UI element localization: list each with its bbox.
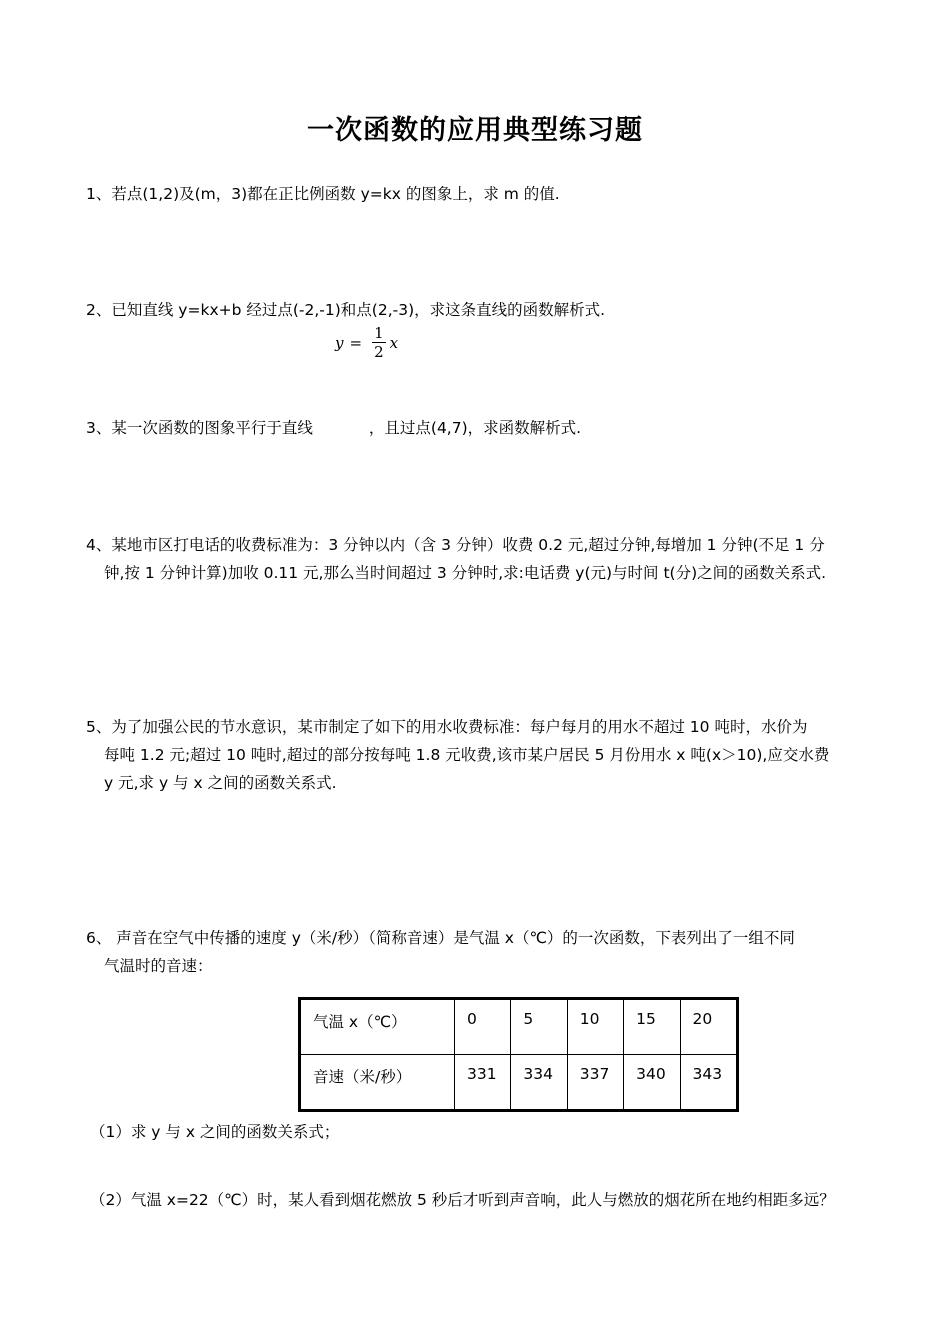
sub-question-1: （1）求 y 与 x 之间的函数关系式； — [90, 1123, 340, 1141]
table-cell: 331 — [455, 1055, 511, 1111]
question-3 — [86, 414, 876, 442]
question-text: 已知直线 y=kx+b 经过点(-2,-1)和点(2,-3)，求这条直线的函数解析式. — [111, 301, 606, 319]
question-number: 4、 — [86, 536, 112, 554]
question-line: 声音在空气中传播的速度 y（米/秒）（简称音速）是气温 x（℃）的一次函数，下表列出了一组不同 — [111, 929, 795, 947]
table-cell: 15 — [624, 999, 680, 1055]
table-cell: 343 — [680, 1055, 738, 1111]
question-text: 若点(1,2)及(m，3)都在正比例函数 y=kx 的图象上，求 m 的值. — [111, 185, 560, 203]
table-cell: 5 — [511, 999, 567, 1055]
question-number: 6、 — [86, 929, 112, 947]
fraction-denominator: 2 — [374, 343, 384, 361]
question-2 — [86, 296, 876, 324]
question-number: 3、 — [86, 419, 112, 437]
question-text-after: ，且过点(4,7)，求函数解析式. — [368, 419, 582, 437]
question-line: 某地市区打电话的收费标准为：3 分钟以内（含 3 分钟）收费 0.2 元,超过分钟,每增加 1 分钟(不足 1 分 — [111, 536, 825, 554]
question-1 — [86, 180, 876, 208]
table-row-temperature — [300, 999, 738, 1055]
question-line: 气温时的音速： — [104, 957, 213, 975]
formula-equals: = — [349, 333, 363, 352]
table-cell: 10 — [567, 999, 623, 1055]
table-cell: 337 — [567, 1055, 623, 1111]
table-cell: 334 — [511, 1055, 567, 1111]
table-cell-label: 气温 x（℃） — [300, 999, 455, 1055]
table-row-speed — [300, 1055, 738, 1111]
table-cell: 0 — [455, 999, 511, 1055]
question-number: 2、 — [86, 301, 112, 319]
table-cell: 340 — [624, 1055, 680, 1111]
formula-rhs: x — [389, 333, 399, 352]
question-line: 为了加强公民的节水意识，某市制定了如下的用水收费标准：每户每月的用水不超过 10 吨时，水价为 — [111, 718, 808, 736]
question-line: 钟,按 1 分钟计算)加收 0.11 元,那么当时间超过 3 分钟时,求:电话费 y(元)与时间 t(分)之间的函数关系式. — [104, 564, 827, 582]
question-number: 1、 — [86, 185, 112, 203]
sub-question-2: （2）气温 x=22（℃）时，某人看到烟花燃放 5 秒后才听到声音响，此人与燃放的烟花所在地约相距多远？ — [90, 1191, 835, 1209]
question-4 — [86, 531, 876, 587]
question-line: 每吨 1.2 元;超过 10 吨时,超过的部分按每吨 1.8 元收费,该市某户居民 5 月份用水 x 吨(x＞10),应交水费 — [104, 746, 830, 764]
question-number: 5、 — [86, 718, 112, 736]
table-cell: 20 — [680, 999, 738, 1055]
formula-lhs: y — [335, 333, 344, 352]
formula-fraction — [372, 324, 386, 361]
question-text-before: 某一次函数的图象平行于直线 — [111, 419, 313, 437]
question-6 — [86, 924, 876, 980]
question-5 — [86, 713, 876, 797]
formula-y-half-x — [335, 324, 398, 361]
table-cell-label: 音速（米/秒） — [300, 1055, 455, 1111]
fraction-numerator: 1 — [374, 324, 384, 342]
page-title: 一次函数的应用典型练习题 — [307, 115, 643, 146]
question-line: y 元,求 y 与 x 之间的函数关系式. — [104, 774, 337, 792]
speed-temperature-table — [298, 997, 739, 1112]
